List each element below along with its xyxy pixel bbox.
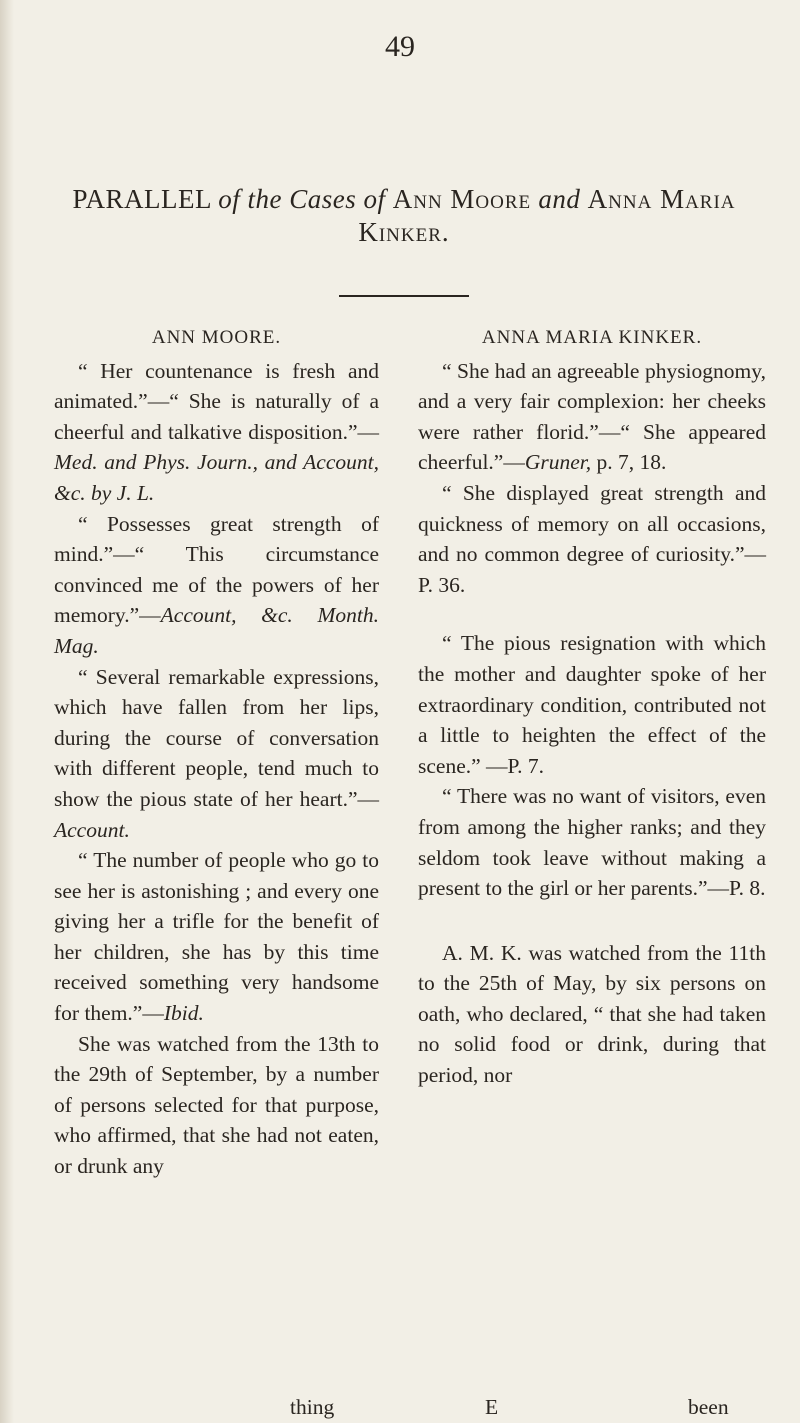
title-part-and: and <box>538 184 581 214</box>
page-number: 49 <box>385 30 415 63</box>
left-source-2: Account, &c. Month. Mag. <box>54 603 379 658</box>
right-paragraph-4: “ There was no want of visitors, even from among the higher ranks; and they seldom took leave without making a present to the girl or her parents.”—P. 8. <box>418 784 766 901</box>
title-part-of-the-cases: of the Cases of <box>218 184 386 214</box>
title-divider <box>339 295 469 297</box>
right-source-1: Gruner, <box>524 450 592 475</box>
title-name-anna-maria-kinker: Anna Maria Kinker. <box>358 184 736 247</box>
page-edge-shadow <box>0 0 14 1423</box>
page-title <box>44 183 764 249</box>
left-paragraph-4: “ The number of people who go to see her is astonishing ; and every one giving her a trifle for the benefit of her children, she has by this time received something very handsome for them.”—Ibid. <box>54 848 379 1026</box>
left-source-1: Med. and Phys. Journ., and Account, &c. by J. L. <box>54 450 379 505</box>
right-paragraph-5: A. M. K. was watched from the 11th to the 25th of May, by six persons on oath, who declared, “ that she had taken no solid food or drink, during that period, nor <box>418 940 766 1088</box>
left-paragraph-3: “ Several remarkable expressions, which have fallen from her lips, during the course of conversation with different people, tend much to show the pious state of her heart.”—Account. <box>54 664 379 842</box>
title-part-parallel: PARALLEL <box>72 184 211 214</box>
right-gap-2 <box>418 904 766 938</box>
right-column-anna-maria-kinker <box>418 323 766 1091</box>
title-name-ann-moore: Ann Moore <box>392 184 532 214</box>
left-paragraph-5: She was watched from the 13th to the 29th of September, by a number of persons selected for that purpose, who affirmed, that she had not eaten, or drunk any <box>54 1031 379 1179</box>
left-paragraph-2: “ Possesses great strength of mind.”—“ This circumstance convinced me of the powers of her memory.”—Account, &c. Month. Mag. <box>54 511 379 658</box>
left-paragraph-1: “ Her countenance is fresh and animated.”—“ She is naturally of a cheerful and talkative disposition.”—Med. and Phys. Journ., and Account, &c. by J. L. <box>54 358 379 505</box>
catchword-left: thing <box>290 1395 335 1419</box>
right-gap-1 <box>418 600 766 628</box>
left-source-4: Ibid. <box>163 1001 204 1026</box>
left-column-ann-moore <box>54 323 379 1182</box>
signature-mark: E <box>485 1395 499 1419</box>
right-column-heading: ANNA MARIA KINKER. <box>481 327 703 348</box>
left-source-3: Account. <box>54 817 130 842</box>
left-column-heading: ANN MOORE. <box>151 327 282 348</box>
right-paragraph-1: “ She had an agreeable physiognomy, and a very fair complexion: her cheeks were rather florid.”—“ She appeared cheerful.”—Gruner, p. 7, 18. <box>418 358 766 475</box>
catchword-right: been <box>688 1395 729 1419</box>
right-paragraph-2: “ She displayed great strength and quickness of memory on all occasions, and no common degree of curiosity.”—P. 36. <box>418 480 766 597</box>
right-paragraph-3: “ The pious resignation with which the mother and daughter spoke of her extraordinary condition, contributed not a little to heighten the effect of the scene.” —P. 7. <box>418 631 766 778</box>
